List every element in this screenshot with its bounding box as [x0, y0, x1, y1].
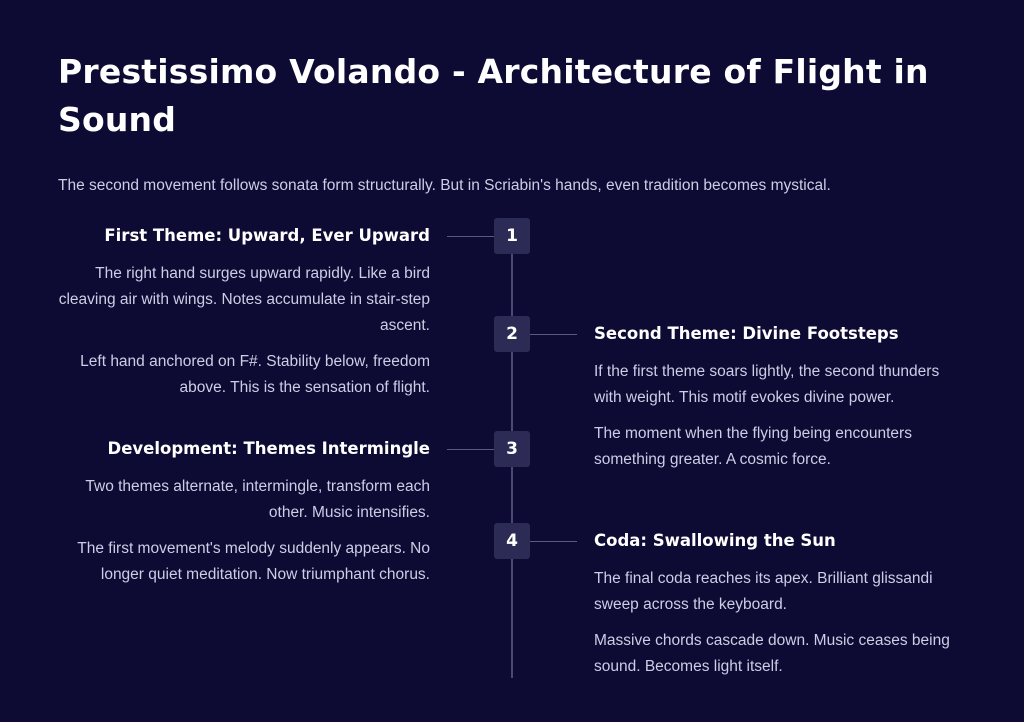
entry-heading: Development: Themes Intermingle — [107, 439, 430, 458]
timeline-node-4: 4 — [494, 523, 530, 559]
page-title: Prestissimo Volando - Architecture of Flight in Sound — [58, 52, 929, 139]
timeline-node-1: 1 — [494, 218, 530, 254]
intro-text: The second movement follows sonata form structurally. But in Scriabin's hands, even tradition becomes mystical. — [58, 177, 831, 194]
timeline-connector — [529, 541, 577, 542]
entry-paragraph: Two themes alternate, intermingle, transform each other. Music intensifies. — [85, 478, 430, 521]
timeline-node-2: 2 — [494, 316, 530, 352]
entry-heading: First Theme: Upward, Ever Upward — [104, 226, 430, 245]
entry-paragraph: The right hand surges upward rapidly. Like a bird cleaving air with wings. Notes accumulate in stair-step ascent. — [58, 265, 430, 334]
entry-paragraph: The moment when the flying being encounters something greater. A cosmic force. — [594, 425, 912, 468]
timeline-node-3: 3 — [494, 431, 530, 467]
entry-paragraph: The final coda reaches its apex. Brilliant glissandi sweep across the keyboard. — [594, 570, 933, 613]
timeline-connector — [529, 334, 577, 335]
timeline-entry-4 — [594, 530, 966, 690]
timeline-connector — [447, 449, 495, 450]
timeline-entry-2 — [594, 323, 966, 483]
entry-paragraph: Massive chords cascade down. Music ceases being sound. Becomes light itself. — [594, 632, 950, 675]
entry-paragraph: Left hand anchored on F#. Stability below, freedom above. This is the sensation of flight. — [80, 353, 430, 396]
entry-paragraph: If the first theme soars lightly, the second thunders with weight. This motif evokes divine power. — [594, 363, 940, 406]
timeline-entry-3 — [58, 438, 430, 598]
timeline-connector — [447, 236, 495, 237]
entry-heading: Coda: Swallowing the Sun — [594, 531, 836, 550]
timeline-entry-1 — [58, 225, 430, 411]
entry-paragraph: The first movement's melody suddenly appears. No longer quiet meditation. Now triumphant chorus. — [77, 540, 430, 583]
entry-heading: Second Theme: Divine Footsteps — [594, 324, 899, 343]
